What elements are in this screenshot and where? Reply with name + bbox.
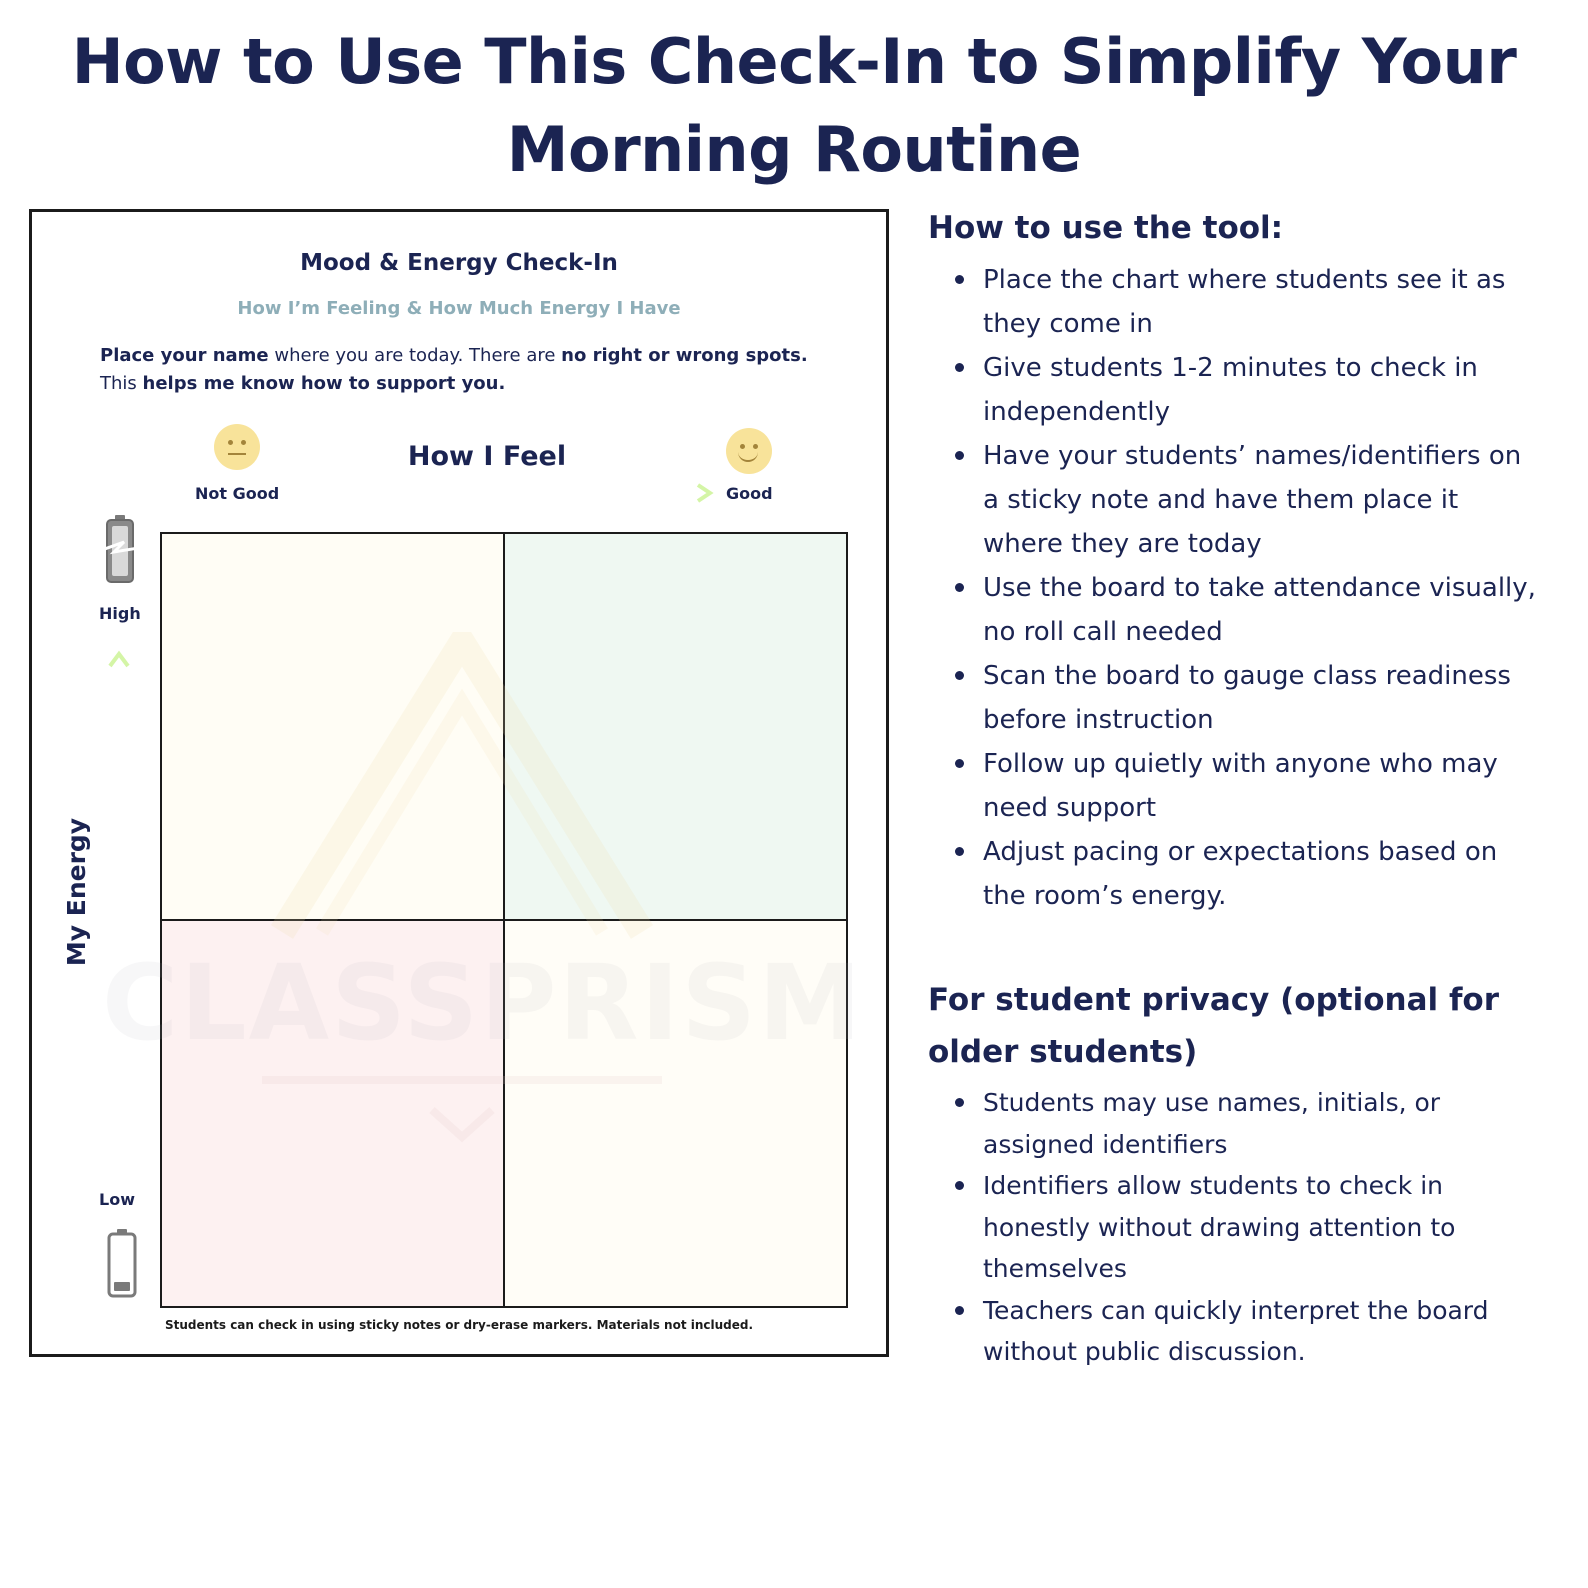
energy-axis-title: My Energy <box>62 817 91 967</box>
smiling-face-icon <box>726 428 772 474</box>
chart-title: Mood & Energy Check-In <box>300 250 618 276</box>
list-item: Give students 1-2 minutes to check in independently <box>955 346 1545 434</box>
how-to-use-heading: How to use the tool: <box>928 210 1284 246</box>
chart-footnote: Students can check in using sticky notes or dry-erase markers. Materials not included. <box>164 1318 754 1332</box>
feel-axis-title: How I Feel <box>407 441 567 472</box>
energy-axis-arrow <box>107 650 131 1174</box>
privacy-heading-line-2: older students) <box>928 1034 1198 1070</box>
neutral-face-icon <box>214 424 260 470</box>
chart-subtitle: How I’m Feeling & How Much Energy I Have <box>237 298 681 319</box>
high-energy-label: High <box>99 604 141 623</box>
quadrant-low-energy-not-good[interactable] <box>162 920 504 1306</box>
instructions-text-2: where you are today. There are <box>268 345 562 366</box>
not-good-label: Not Good <box>195 484 280 503</box>
instructions-bold-1: Place your name <box>100 345 269 366</box>
list-item: Identifiers allow students to check in honestly without drawing attention to themselves <box>955 1165 1545 1290</box>
privacy-list <box>955 1082 1545 1373</box>
mood-energy-chart-card <box>29 209 889 1357</box>
list-item: Use the board to take attendance visually, no roll call needed <box>955 566 1545 654</box>
instructions-bold-5: helps me know how to support you. <box>142 373 506 394</box>
page-title: How to Use This Check-In to Simplify Your Morning Routine <box>71 25 1517 186</box>
chart-instructions <box>100 342 820 398</box>
low-battery-icon <box>106 1228 138 1298</box>
instructions-bold-3: no right or wrong spots. <box>561 345 808 366</box>
instructions-text-4: This <box>100 373 143 394</box>
privacy-heading-line-1: For student privacy (optional for <box>928 982 1500 1018</box>
list-item: Adjust pacing or expectations based on the room’s energy. <box>955 830 1545 918</box>
feel-axis-arrow <box>290 482 715 504</box>
good-label: Good <box>726 484 773 503</box>
list-item: Teachers can quickly interpret the board without public discussion. <box>955 1290 1545 1373</box>
quadrant-high-energy-good[interactable] <box>504 534 846 920</box>
list-item: Have your students’ names/identifiers on a sticky note and have them place it where they are today <box>955 434 1545 566</box>
full-battery-charging-icon <box>104 514 136 584</box>
how-to-use-list <box>955 258 1545 918</box>
low-energy-label: Low <box>99 1190 135 1209</box>
list-item: Scan the board to gauge class readiness before instruction <box>955 654 1545 742</box>
quadrant-low-energy-good[interactable] <box>504 920 846 1306</box>
mood-energy-grid[interactable] <box>160 532 848 1308</box>
list-item: Place the chart where students see it as they come in <box>955 258 1545 346</box>
quadrant-high-energy-not-good[interactable] <box>162 534 504 920</box>
list-item: Students may use names, initials, or assigned identifiers <box>955 1082 1545 1165</box>
list-item: Follow up quietly with anyone who may need support <box>955 742 1545 830</box>
